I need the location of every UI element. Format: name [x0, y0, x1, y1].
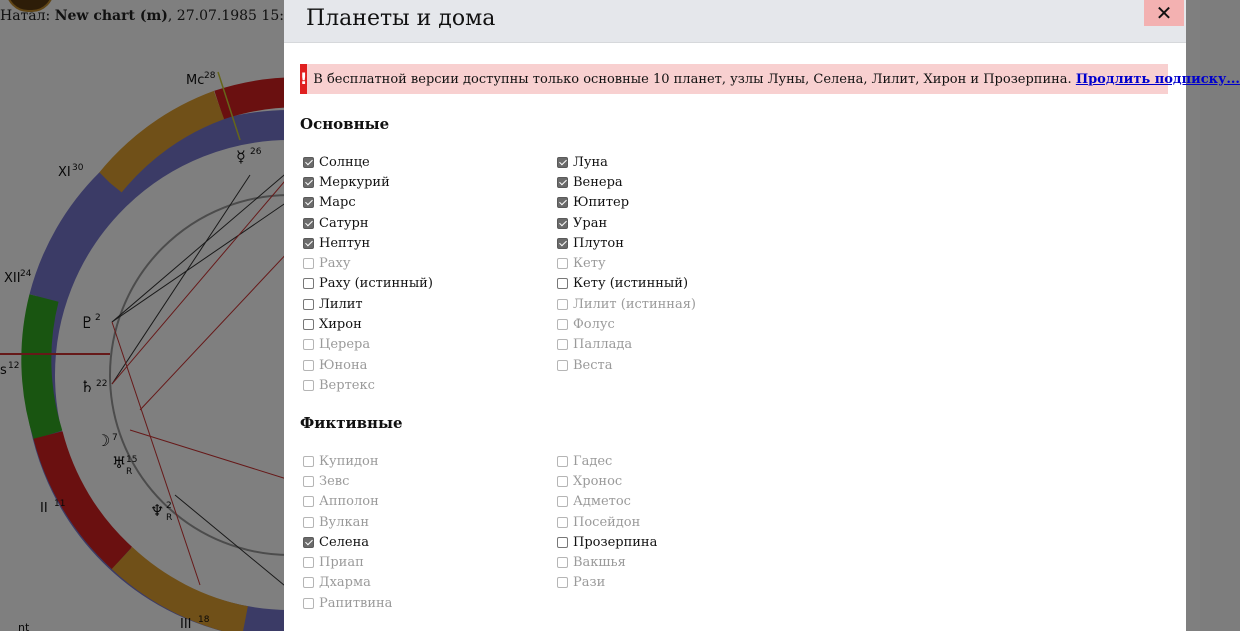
planet-checkbox — [303, 517, 314, 528]
planet-option[interactable] — [303, 172, 543, 192]
planet-option — [557, 355, 797, 375]
planet-option-label: Юнона — [319, 357, 368, 373]
planet-checkbox — [303, 476, 314, 487]
main-planets-right-column — [557, 152, 797, 375]
planet-option-label: Прозерпина — [573, 534, 658, 550]
planet-checkbox — [303, 557, 314, 568]
planet-checkbox — [303, 598, 314, 609]
planet-option-label: Луна — [573, 154, 608, 170]
section-title-main: Основные — [300, 115, 390, 133]
planet-option-label: Венера — [573, 174, 623, 190]
planet-option-label: Раху (истинный) — [319, 276, 433, 292]
planet-option-label: Лилит (истинная) — [573, 296, 696, 312]
planet-option-label: Вертекс — [319, 377, 375, 393]
dialog-title: Планеты и дома — [306, 6, 496, 31]
planet-option-label: Хронос — [573, 473, 623, 489]
planet-checkbox[interactable] — [303, 197, 314, 208]
planet-option — [303, 471, 543, 491]
planet-checkbox[interactable] — [557, 278, 568, 289]
planet-checkbox — [557, 339, 568, 350]
planet-checkbox — [557, 476, 568, 487]
planet-option-label: Гадес — [573, 453, 613, 469]
planet-option-label: Вакшья — [573, 555, 626, 571]
planet-checkbox[interactable] — [303, 299, 314, 310]
planet-option — [557, 573, 797, 593]
planet-option[interactable] — [303, 294, 543, 314]
planet-option — [303, 512, 543, 532]
free-version-notice — [300, 64, 1240, 94]
planet-option-label: Селена — [319, 534, 370, 550]
planet-option-label: Дхарма — [319, 575, 371, 591]
planet-checkbox — [557, 258, 568, 269]
planet-option — [303, 253, 543, 273]
planet-option[interactable] — [303, 152, 543, 172]
notice-text: В бесплатной версии доступны только основные 10 планет, узлы Луны, Селена, Лилит, Хирон и Прозерпина. — [313, 71, 1076, 87]
fictitious-planets-left-column — [303, 451, 543, 613]
planet-option-label: Марс — [319, 195, 356, 211]
planet-checkbox[interactable] — [303, 218, 314, 229]
planet-option[interactable] — [557, 172, 797, 192]
planet-option-label: Раху — [319, 256, 351, 272]
planet-option — [557, 253, 797, 273]
renew-subscription-link[interactable]: Продлить подписку... — [1075, 71, 1240, 87]
planet-option — [303, 492, 543, 512]
planet-option[interactable] — [557, 233, 797, 253]
planet-option — [557, 552, 797, 572]
planet-checkbox — [557, 319, 568, 330]
planet-checkbox — [557, 496, 568, 507]
planet-checkbox — [557, 456, 568, 467]
planet-option-label: Меркурий — [319, 174, 390, 190]
planet-checkbox[interactable] — [303, 319, 314, 330]
planet-checkbox[interactable] — [303, 238, 314, 249]
planet-option — [303, 355, 543, 375]
close-icon: ✕ — [1155, 1, 1173, 25]
planet-checkbox — [557, 517, 568, 528]
planet-checkbox — [557, 360, 568, 371]
planet-option-label: Апполон — [319, 494, 379, 510]
planet-option — [557, 492, 797, 512]
planet-option[interactable] — [557, 193, 797, 213]
planet-checkbox[interactable] — [557, 238, 568, 249]
planet-option[interactable] — [303, 314, 543, 334]
planet-option-label: Церера — [319, 337, 371, 353]
planet-checkbox — [303, 496, 314, 507]
planet-option — [557, 314, 797, 334]
planet-checkbox[interactable] — [557, 537, 568, 548]
planet-checkbox[interactable] — [557, 157, 568, 168]
planet-option[interactable] — [303, 532, 543, 552]
planets-houses-dialog — [284, 0, 1240, 631]
planet-option-label: Солнце — [319, 154, 370, 170]
planet-option[interactable] — [557, 152, 797, 172]
section-title-fictitious: Фиктивные — [300, 414, 403, 432]
planet-checkbox — [557, 299, 568, 310]
planet-checkbox — [557, 577, 568, 588]
main-planets-left-column — [303, 152, 543, 396]
planet-option-label: Сатурн — [319, 215, 369, 231]
planet-option — [557, 512, 797, 532]
planet-option-label: Веста — [573, 357, 613, 373]
planet-option-label: Зевс — [319, 473, 350, 489]
planet-checkbox — [303, 380, 314, 391]
planet-checkbox[interactable] — [557, 218, 568, 229]
planet-option[interactable] — [303, 274, 543, 294]
planet-checkbox[interactable] — [557, 197, 568, 208]
planet-option — [303, 451, 543, 471]
dialog-header — [284, 0, 1186, 43]
planet-checkbox — [303, 456, 314, 467]
planet-option — [557, 335, 797, 355]
planet-option — [303, 375, 543, 395]
planet-option-label: Кету — [573, 256, 606, 272]
planet-option — [303, 552, 543, 572]
planet-option — [303, 335, 543, 355]
planet-option[interactable] — [557, 532, 797, 552]
planet-option-label: Адметос — [573, 494, 631, 510]
planet-checkbox — [557, 557, 568, 568]
planet-option[interactable] — [557, 274, 797, 294]
planet-option-label: Плутон — [573, 235, 624, 251]
planet-option[interactable] — [557, 213, 797, 233]
planet-option-label: Нептун — [319, 235, 371, 251]
planet-option-label: Приап — [319, 555, 364, 571]
planet-option-label: Посейдон — [573, 514, 641, 530]
planet-checkbox[interactable] — [557, 177, 568, 188]
planet-checkbox — [303, 258, 314, 269]
fictitious-planets-right-column — [557, 451, 797, 593]
planet-option-label: Купидон — [319, 453, 379, 469]
planet-checkbox[interactable] — [303, 537, 314, 548]
planet-option-label: Рапитвина — [319, 595, 393, 611]
planet-option[interactable] — [303, 233, 543, 253]
planet-option — [303, 593, 543, 613]
planet-option-label: Уран — [573, 215, 608, 231]
planet-option-label: Юпитер — [573, 195, 630, 211]
warning-icon: ! — [300, 64, 307, 94]
planet-option-label: Кету (истинный) — [573, 276, 689, 292]
planet-option-label: Хирон — [319, 317, 362, 333]
close-button[interactable] — [1144, 0, 1184, 26]
planet-checkbox — [303, 339, 314, 350]
planet-checkbox — [303, 577, 314, 588]
planet-option-label: Лилит — [319, 296, 363, 312]
planet-checkbox[interactable] — [303, 278, 314, 289]
planet-option — [557, 294, 797, 314]
planet-option[interactable] — [303, 213, 543, 233]
planet-option-label: Рази — [573, 575, 606, 591]
planet-option[interactable] — [303, 193, 543, 213]
planet-checkbox[interactable] — [303, 177, 314, 188]
planet-option-label: Паллада — [573, 337, 633, 353]
planet-option — [303, 573, 543, 593]
planet-option — [557, 451, 797, 471]
planet-option-label: Вулкан — [319, 514, 370, 530]
planet-checkbox[interactable] — [303, 157, 314, 168]
planet-option — [557, 471, 797, 491]
planet-option-label: Фолус — [573, 317, 615, 333]
planet-checkbox — [303, 360, 314, 371]
